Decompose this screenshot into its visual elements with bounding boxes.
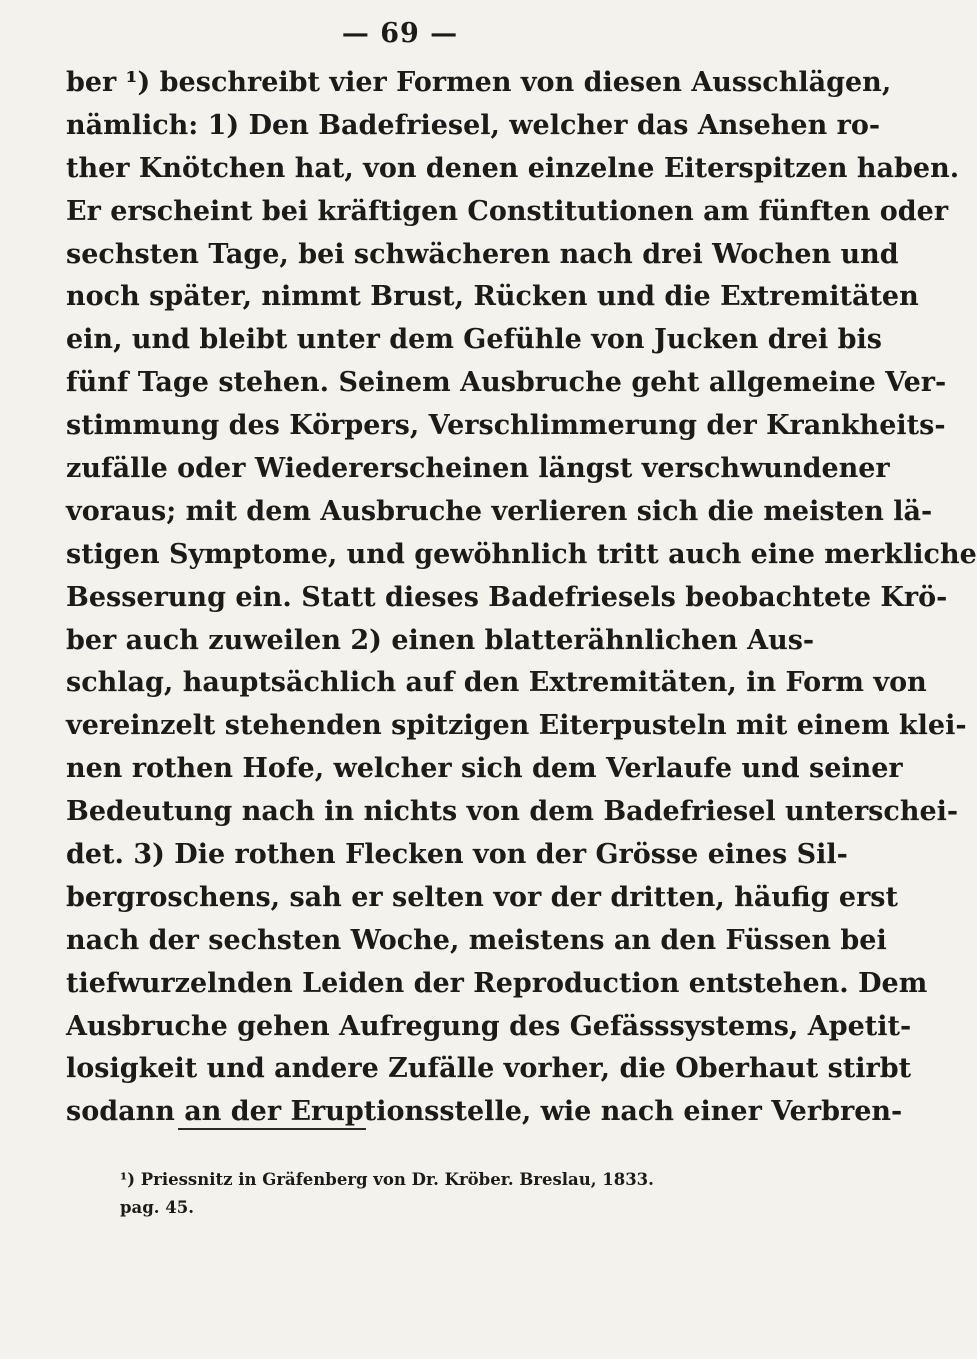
body-text [66,62,977,1134]
text-line: sechsten Tage, bei schwächeren nach drei Wochen und [66,238,899,270]
text-line: Besserung ein. Statt dieses Badefriesels beobachtete Krö- [66,581,948,613]
text-line: stigen Symptome, und gewöhnlich tritt auch eine merkliche [66,538,977,570]
text-line: Bedeutung nach in nichts von dem Badefriesel unterschei- [66,796,959,828]
text-line: ber ¹) beschreibt vier Formen von diesen Ausschlägen, [66,67,892,98]
text-line: zufälle oder Wiedererscheinen längst verschwundener [66,453,890,485]
text-line: losigkeit und andere Zufälle vorher, die Oberhaut stirbt [66,1053,912,1085]
text-line: vereinzelt stehenden spitzigen Eiterpusteln mit einem klei- [66,710,967,742]
text-line: fünf Tage stehen. Seinem Ausbruche geht allgemeine Ver- [66,367,947,399]
footnote [120,1166,760,1222]
text-line: nen rothen Hofe, welcher sich dem Verlaufe und seiner [66,753,903,785]
text-line: voraus; mit dem Ausbruche verlieren sich die meisten lä- [66,495,933,527]
text-line: det. 3) Die rothen Flecken von der Grösse eines Sil- [66,839,848,871]
footnote-line: pag. 45. [120,1198,194,1217]
text-line: noch später, nimmt Brust, Rücken und die Extremitäten [66,281,919,313]
text-line: stimmung des Körpers, Verschlimmerung der Krankheits- [66,410,946,442]
text-line: ber auch zuweilen 2) einen blatterähnlichen Aus- [66,624,815,656]
text-line: bergroschens, sah er selten vor der dritten, häufig erst [66,881,898,913]
text-line: tiefwurzelnden Leiden der Reproduction entstehen. Dem [66,967,928,999]
text-line: nämlich: 1) Den Badefriesel, welcher das Ansehen ro- [66,109,881,141]
text-line: Ausbruche gehen Aufregung des Gefässsystems, Apetit- [66,1010,912,1042]
footnote-divider [178,1128,366,1130]
page-number: — 69 — [341,18,459,49]
text-line: sodann an der Eruptionsstelle, wie nach einer Verbren- [66,1096,903,1128]
footnote-line: ¹) Priessnitz in Gräfenberg von Dr. Kröber. Breslau, 1833. [120,1170,654,1189]
text-line: ein, und bleibt unter dem Gefühle von Jucken drei bis [66,324,882,356]
text-line: schlag, hauptsächlich auf den Extremitäten, in Form von [66,667,927,699]
text-line: Er erscheint bei kräftigen Constitutionen am fünften oder [66,195,949,227]
text-line: ther Knötchen hat, von denen einzelne Eiterspitzen haben. [66,152,960,184]
text-line: nach der sechsten Woche, meistens an den Füssen bei [66,924,887,956]
